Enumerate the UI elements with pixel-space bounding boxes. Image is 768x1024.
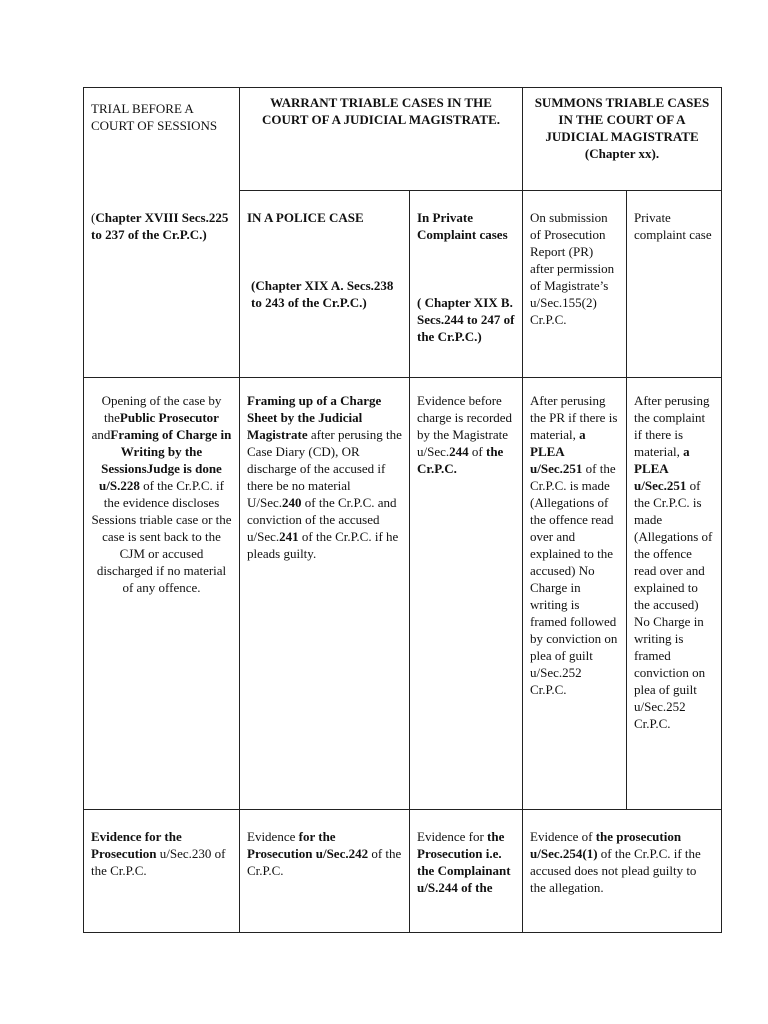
text-run: of the Cr.P.C. if the accused does not plead guilty to the allegation. [530,846,701,895]
table-row [84,191,722,378]
sessions-chapter: Chapter XVIII Secs.225 to 237 of the Cr.P.C.) [91,209,229,242]
text-run: of the Cr.P.C. if the evidence discloses Sessions triable case or the case is sent back to the CJM or accused discharged if no material of any offence. [91,478,232,595]
text-run: Evidence of [530,829,596,844]
police-evidence-cell [240,810,410,933]
table-row [84,378,722,810]
summons-private-text: Private complaint case [634,210,712,242]
text-run: Opening of the case by the [101,393,222,425]
sessions-title: TRIAL BEFORE A COURT OF SESSIONS [91,101,218,133]
bold-run: Framing up of a Charge Sheet by the Judicial Magistrate [247,393,382,442]
table-row [84,810,722,933]
text-run: of the Cr.P.C. [247,846,402,878]
summons-pr-text: On submission of Prosecution Report (PR) after permission of Magistrate’s u/Sec.155(2) Cr.P.C. [530,210,615,327]
warrant-title: WARRANT TRIABLE CASES IN THE COURT OF A JUDICIAL MAGISTRATE. [261,95,501,127]
summons-evidence-cell [523,810,722,933]
warrant-header-cell [240,88,523,191]
text-run: After perusing the PR if there is material, [530,393,618,442]
police-case-title: IN A POLICE CASE [247,210,364,225]
sessions-evidence-cell [84,810,240,933]
police-case-cell [240,191,410,378]
summons-pr-plea-cell [523,378,627,810]
bold-run: 244 [449,444,469,459]
private-charge-cell [410,378,523,810]
text-run: of the Cr.P.C. if he pleads guilty. [247,529,399,561]
table-row [84,88,722,191]
bold-run: the Cr.P.C. [417,444,504,476]
summons-title: SUMMONS TRIABLE CASES IN THE COURT OF A JUDICIAL MAGISTRATE (Chapter xx). [534,95,710,161]
text-run: Evidence before charge is recorded by the Magistrate u/Sec. [417,393,513,459]
bold-run: for the Prosecution u/Sec.242 [247,829,369,861]
bold-run: a PLEA u/Sec.251 [634,444,690,493]
private-evidence-cell [410,810,523,933]
private-complaint-title: In Private Complaint cases [417,210,508,242]
police-case-chapter: (Chapter XIX A. Secs.238 to 243 of the Cr.P.C.) [251,278,394,310]
text-run: of the Cr.P.C. is made (Allegations of the offence read over and explained to the accused) No Charge in writing is framed conviction on plea of guilt u/Sec.252 Cr.P.C. [634,478,713,731]
private-complaint-cell [410,191,523,378]
bold-run: Evidence for the Prosecution [91,829,182,861]
bold-run: a PLEA u/Sec.251 [530,427,586,476]
bold-run: 241 [279,529,299,544]
bold-run: Public Prosecutor [119,410,219,425]
text-run: After perusing the complaint if there is material, [634,393,710,459]
police-charge-cell [240,378,410,810]
bold-run: 240 [282,495,302,510]
private-complaint-chapter: ( Chapter XIX B. Secs.244 to 247 of the Cr.P.C.) [417,295,515,344]
text-run: u/Sec.230 of the Cr.P.C. [91,846,226,878]
text-run: of [468,444,483,459]
text-run: and [91,427,111,442]
summons-private-plea-cell [627,378,722,810]
bold-run: the prosecution u/Sec.254(1) [530,829,682,861]
bold-run: Framing of Charge in Writing by the SessionsJudge is done u/S.228 [99,427,232,493]
sessions-chapter-cell [84,191,240,378]
text-run: Evidence [247,829,299,844]
sessions-header-cell [84,88,240,191]
sessions-charge-cell [84,378,240,810]
summons-pr-cell [523,191,627,378]
summons-private-cell [627,191,722,378]
trial-comparison-table [83,87,722,933]
text-run: after perusing the Case Diary (CD), OR discharge of the accused if there be no material U/Sec. [247,427,402,510]
summons-header-cell [523,88,722,191]
text-run: Evidence for [417,829,488,844]
text-run: of the Cr.P.C. is made (Allegations of the offence read over and explained to the accused) No Charge in writing is framed followed by conviction on plea of guilt u/Sec.252 Cr.P.C. [530,461,618,697]
open-paren: ( [91,209,96,225]
bold-run: the Prosecution i.e. the Complainant u/S.244 of the [417,829,511,895]
text-run: of the Cr.P.C. and conviction of the accused u/Sec. [247,495,397,544]
